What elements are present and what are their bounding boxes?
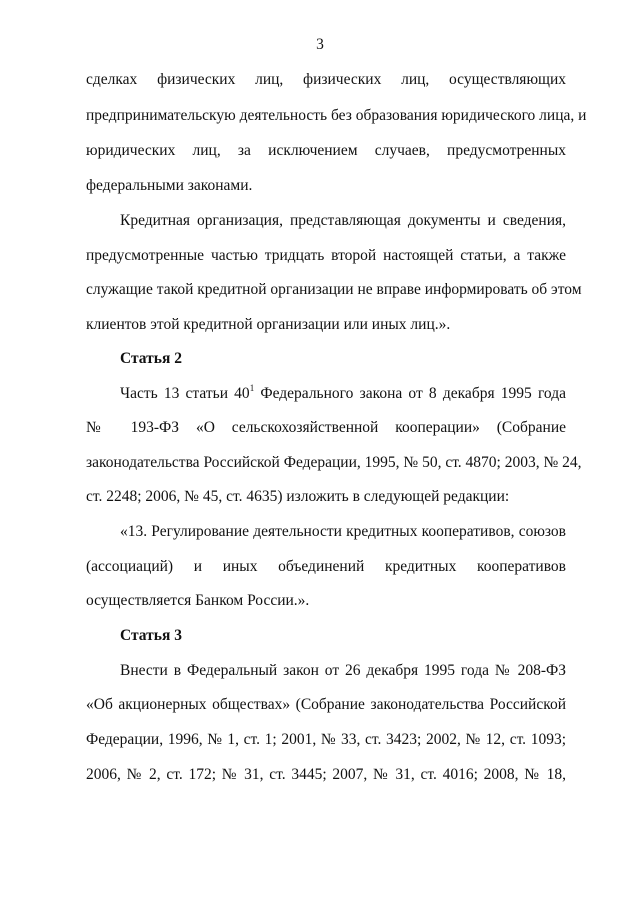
body-text-line: ст. 2248; 2006, № 45, ст. 4635) изложить в следующей редакции:: [86, 488, 510, 505]
body-text-line: осуществляется Банком России.».: [86, 592, 310, 609]
article-3-heading: Статья 3: [120, 627, 182, 644]
body-text-line: законодательства Российской Федерации, 1995, № 50, ст. 4870; 2003, № 24,: [86, 454, 582, 471]
body-text-line: [120, 385, 566, 403]
body-text-line: 2006, № 2, ст. 172; № 31, ст. 3445; 2007, № 31, ст. 4016; 2008, № 18,: [86, 766, 566, 783]
body-text-line: юридических лиц, за исключением случаев, предусмотренных: [86, 142, 566, 159]
body-text-line: предусмотренные частью тридцать второй настоящей статьи, а также: [86, 247, 566, 264]
text-segment: Часть 13 статьи 40: [120, 385, 250, 402]
body-text-line: служащие такой кредитной организации не вправе информировать об этом: [86, 281, 582, 298]
text-segment: Федерального закона от 8 декабря 1995 года: [254, 385, 566, 402]
body-text-line: предпринимательскую деятельность без образования юридического лица, и: [86, 107, 587, 124]
body-text-line: (ассоциаций) и иных объединений кредитных кооперативов: [86, 558, 566, 575]
body-text-line: Кредитная организация, представляющая документы и сведения,: [120, 212, 566, 229]
page-number: 3: [316, 36, 324, 53]
body-text-line: Внести в Федеральный закон от 26 декабря 1995 года № 208-ФЗ: [120, 662, 566, 679]
body-text-line: «Об акционерных обществах» (Собрание законодательства Российской: [86, 696, 566, 713]
body-text-line: сделках физических лиц, физических лиц, осуществляющих: [86, 71, 566, 88]
body-text-line: № 193-ФЗ «О сельскохозяйственной кооперации» (Собрание: [86, 419, 566, 436]
article-2-heading: Статья 2: [120, 350, 182, 367]
body-text-line: «13. Регулирование деятельности кредитных кооперативов, союзов: [120, 523, 566, 540]
body-text-line: клиентов этой кредитной организации или иных лиц.».: [86, 316, 451, 333]
body-text-line: Федерации, 1996, № 1, ст. 1; 2001, № 33, ст. 3423; 2002, № 12, ст. 1093;: [86, 731, 566, 748]
body-text-line: федеральными законами.: [86, 177, 253, 194]
superscript: 1: [249, 383, 255, 393]
